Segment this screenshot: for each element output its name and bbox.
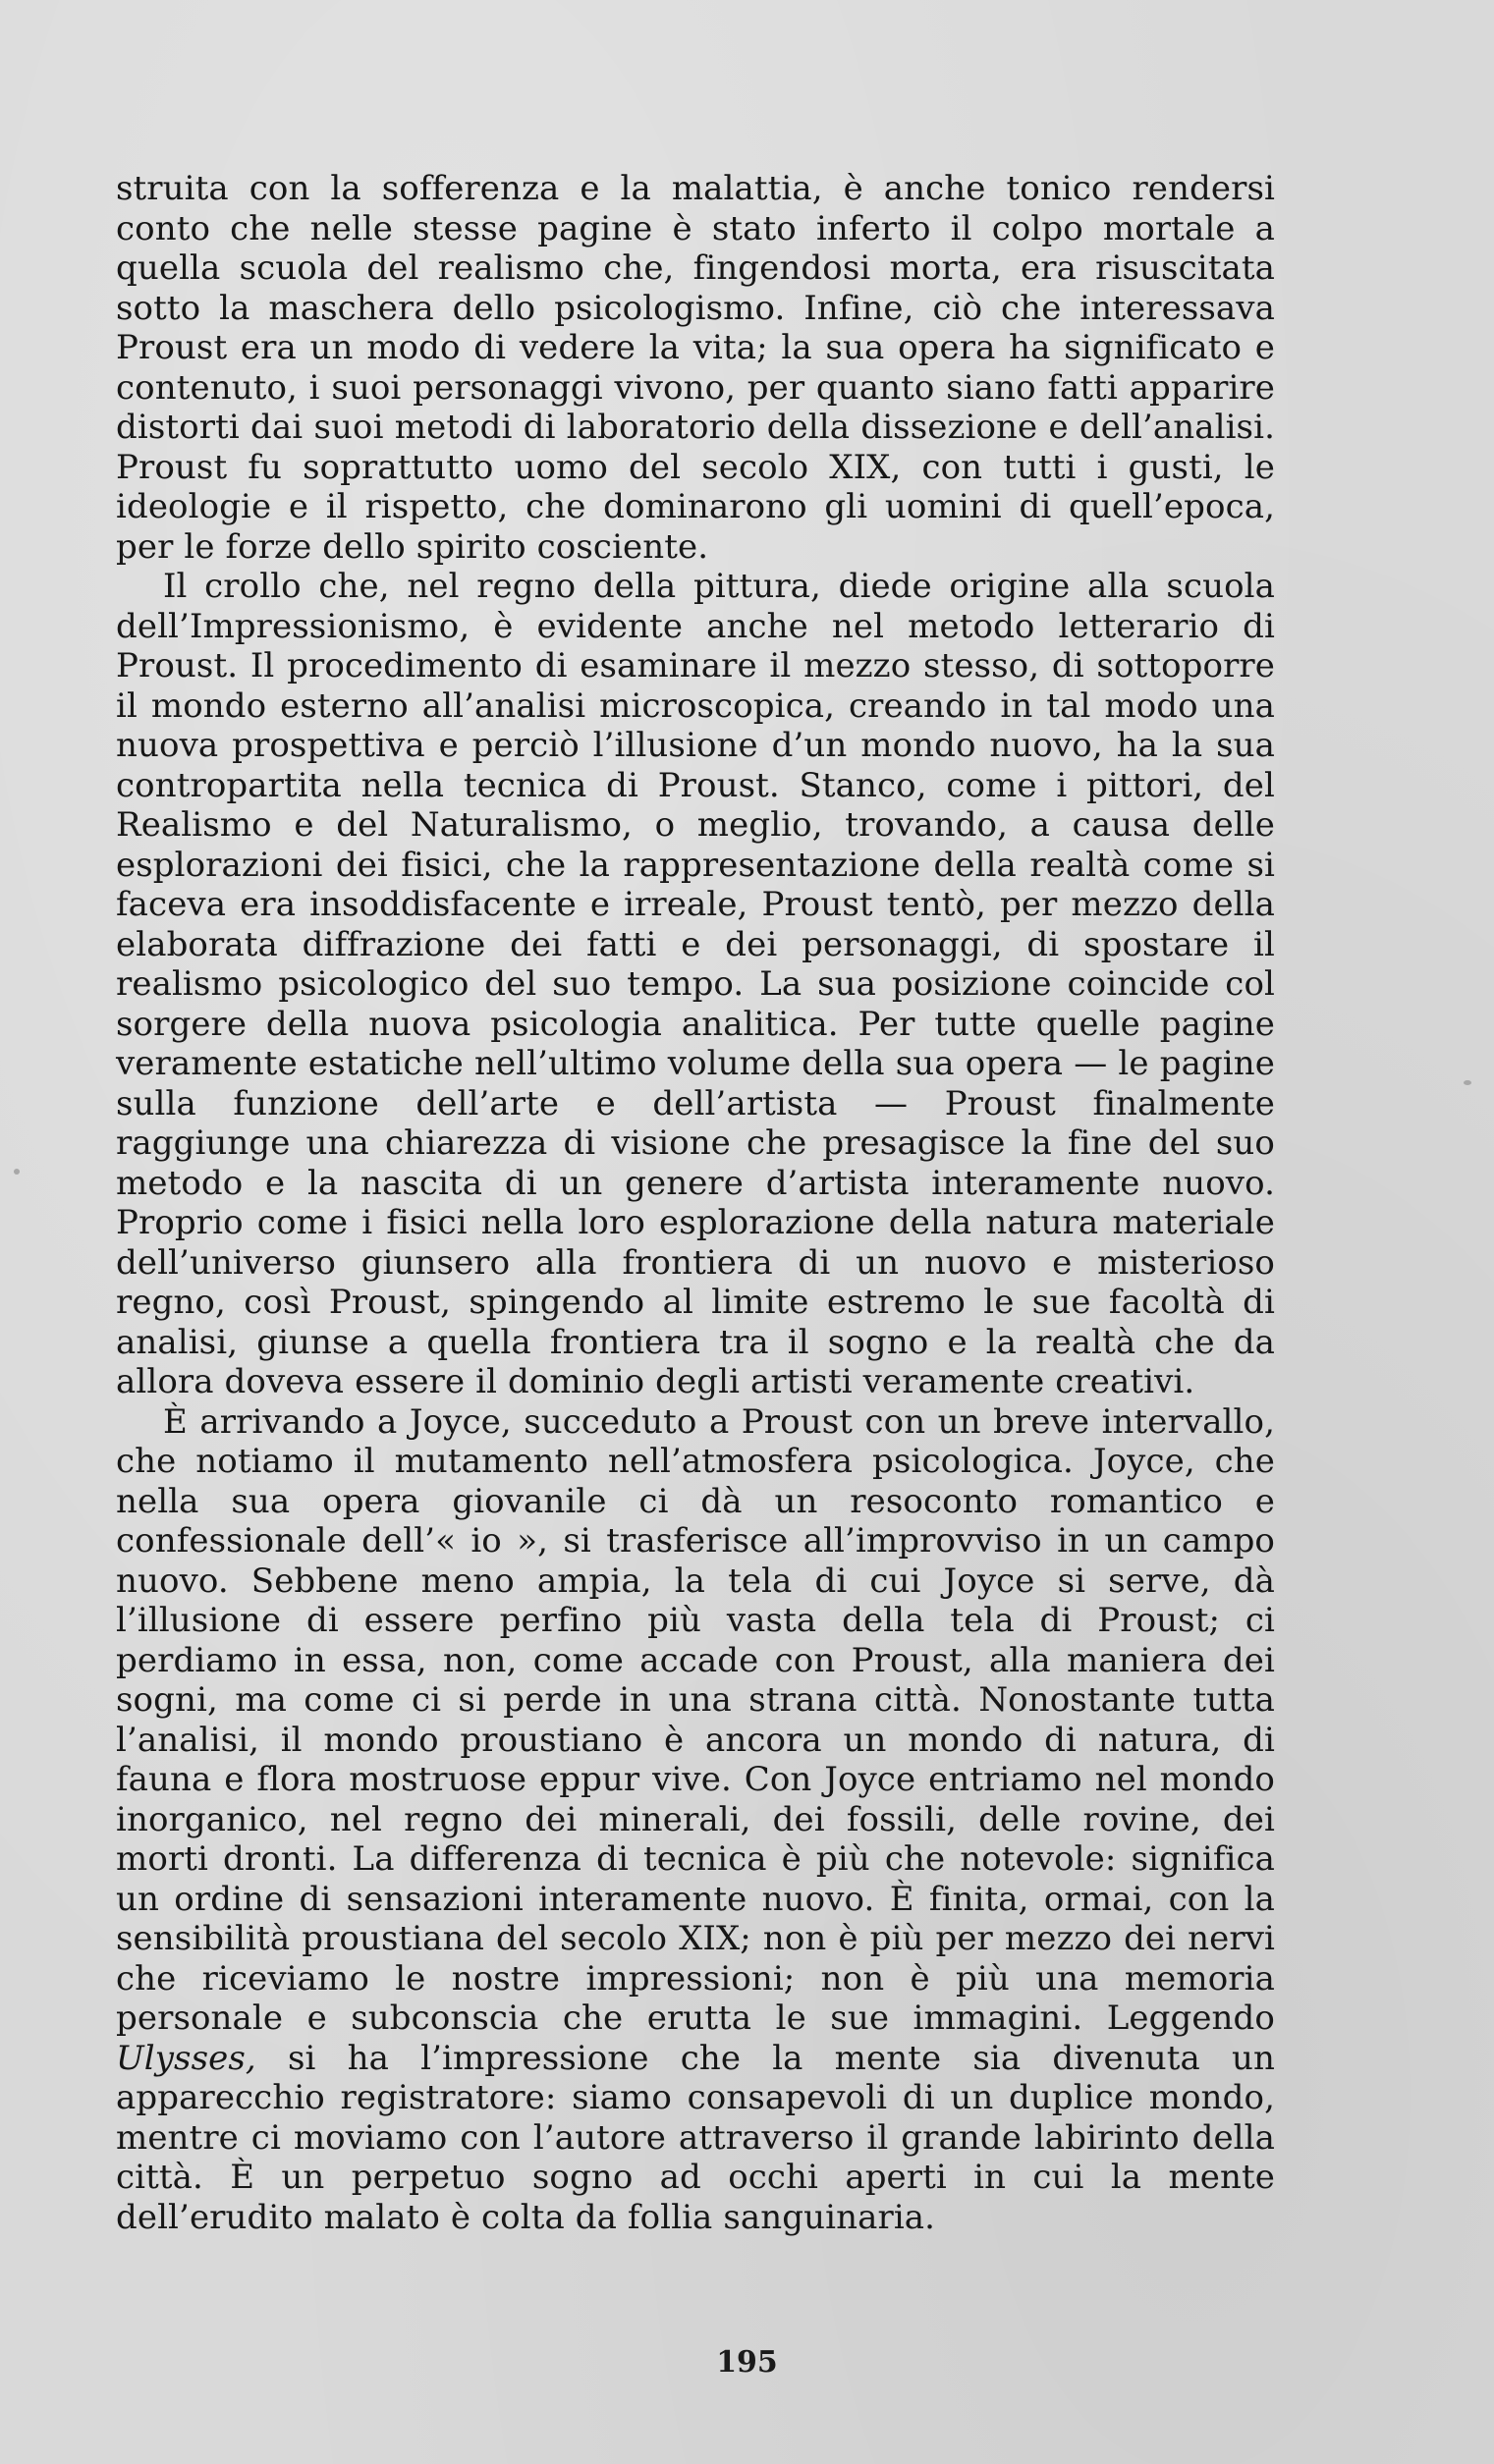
- paper-speck: [14, 1169, 20, 1175]
- body-text: [116, 169, 1275, 2237]
- paper-speck: [1464, 1080, 1471, 1085]
- paragraph-3: [116, 1402, 1275, 2238]
- paragraph-3-part-2: si ha l’impressione che la mente sia divenuta un apparecchio registratore: siamo consapevoli di un duplice mondo, mentre ci moviamo con l’autore attraverso il grande labirinto della città. È un perpetuo sogno ad occhi aperti in cui la mente dell’erudito malato è colta da follia sanguinaria.: [116, 2038, 1275, 2237]
- paragraph-3-part-1: È arrivando a Joyce, succeduto a Proust con un breve intervallo, che notiamo il mutamento nell’atmosfera psicologica. Joyce, che nella sua opera giovanile ci dà un resoconto romantico e confessionale dell’« io », si trasferisce all’improvviso in un campo nuovo. Sebbene meno ampia, la tela di cui Joyce si serve, dà l’illusione di essere perfino più vasta della tela di Proust; ci perdiamo in essa, non, come accade con Proust, alla maniera dei sogni, ma come ci si perde in una strana città. Nonostante tutta l’analisi, il mondo proustiano è ancora un mondo di natura, di fauna e flora mostruose eppur vive. Con Joyce entriamo nel mondo inorganico, nel regno dei minerali, dei fossili, delle rovine, dei morti dronti. La differenza di tecnica è più che notevole: significa un ordine di sensazioni interamente nuovo. È finita, ormai, con la sensibilità proustiana del secolo XIX; non è più per mezzo dei nervi che riceviamo le nostre impressioni; non è più una memoria personale e subconscia che erutta le sue immagini. Leggendo: [116, 1401, 1275, 2038]
- paragraph-2: Il crollo che, nel regno della pittura, diede origine alla scuola dell’Impressionismo, è evidente anche nel metodo letterario di Proust. Il procedimento di esaminare il mezzo stesso, di sottoporre il mondo esterno all’analisi microscopica, creando in tal modo una nuova prospettiva e perciò l’illusione d’un mondo nuovo, ha la sua contropartita nella tecnica di Proust. Stanco, come i pittori, del Realismo e del Naturalismo, o meglio, trovando, a causa delle esplorazioni dei fisici, che la rappresentazione della realtà come si faceva era insoddisfacente e irreale, Proust tentò, per mezzo della elaborata diffrazione dei fatti e dei personaggi, di spostare il realismo psicologico del suo tempo. La sua posizione coincide col sorgere della nuova psicologia analitica. Per tutte quelle pagine veramente estatiche nell’ultimo volume della sua opera — le pagine sulla funzione dell’arte e dell’artista — Proust finalmente raggiunge una chiarezza di visione che presagisce la fine del suo metodo e la nascita di un genere d’artista interamente nuovo. Proprio come i fisici nella loro esplorazione della natura materiale dell’universo giunsero alla frontiera di un nuovo e misterioso regno, così Proust, spingendo al limite estremo le sue facoltà di analisi, giunse a quella frontiera tra il sogno e la realtà che da allora doveva essere il dominio degli artisti veramente creativi.: [116, 567, 1275, 1401]
- italic-title-ulysses: Ulysses,: [116, 2038, 256, 2078]
- paragraph-1: struita con la sofferenza e la malattia, è anche tonico rendersi conto che nelle stesse pagine è stato inferto il colpo mortale a quella scuola del realismo che, fingendosi morta, era risuscitata sotto la maschera dello psicologismo. Infine, ciò che interessava Proust era un modo di vedere la vita; la sua opera ha significato e contenuto, i suoi personaggi vivono, per quanto siano fatti apparire distorti dai suoi metodi di laboratorio della dissezione e dell’analisi. Proust fu soprattutto uomo del secolo XIX, con tutti i gusti, le ideologie e il rispetto, che dominarono gli uomini di quell’epoca, per le forze dello spirito cosciente.: [116, 169, 1275, 567]
- page-number: 195: [716, 2345, 778, 2380]
